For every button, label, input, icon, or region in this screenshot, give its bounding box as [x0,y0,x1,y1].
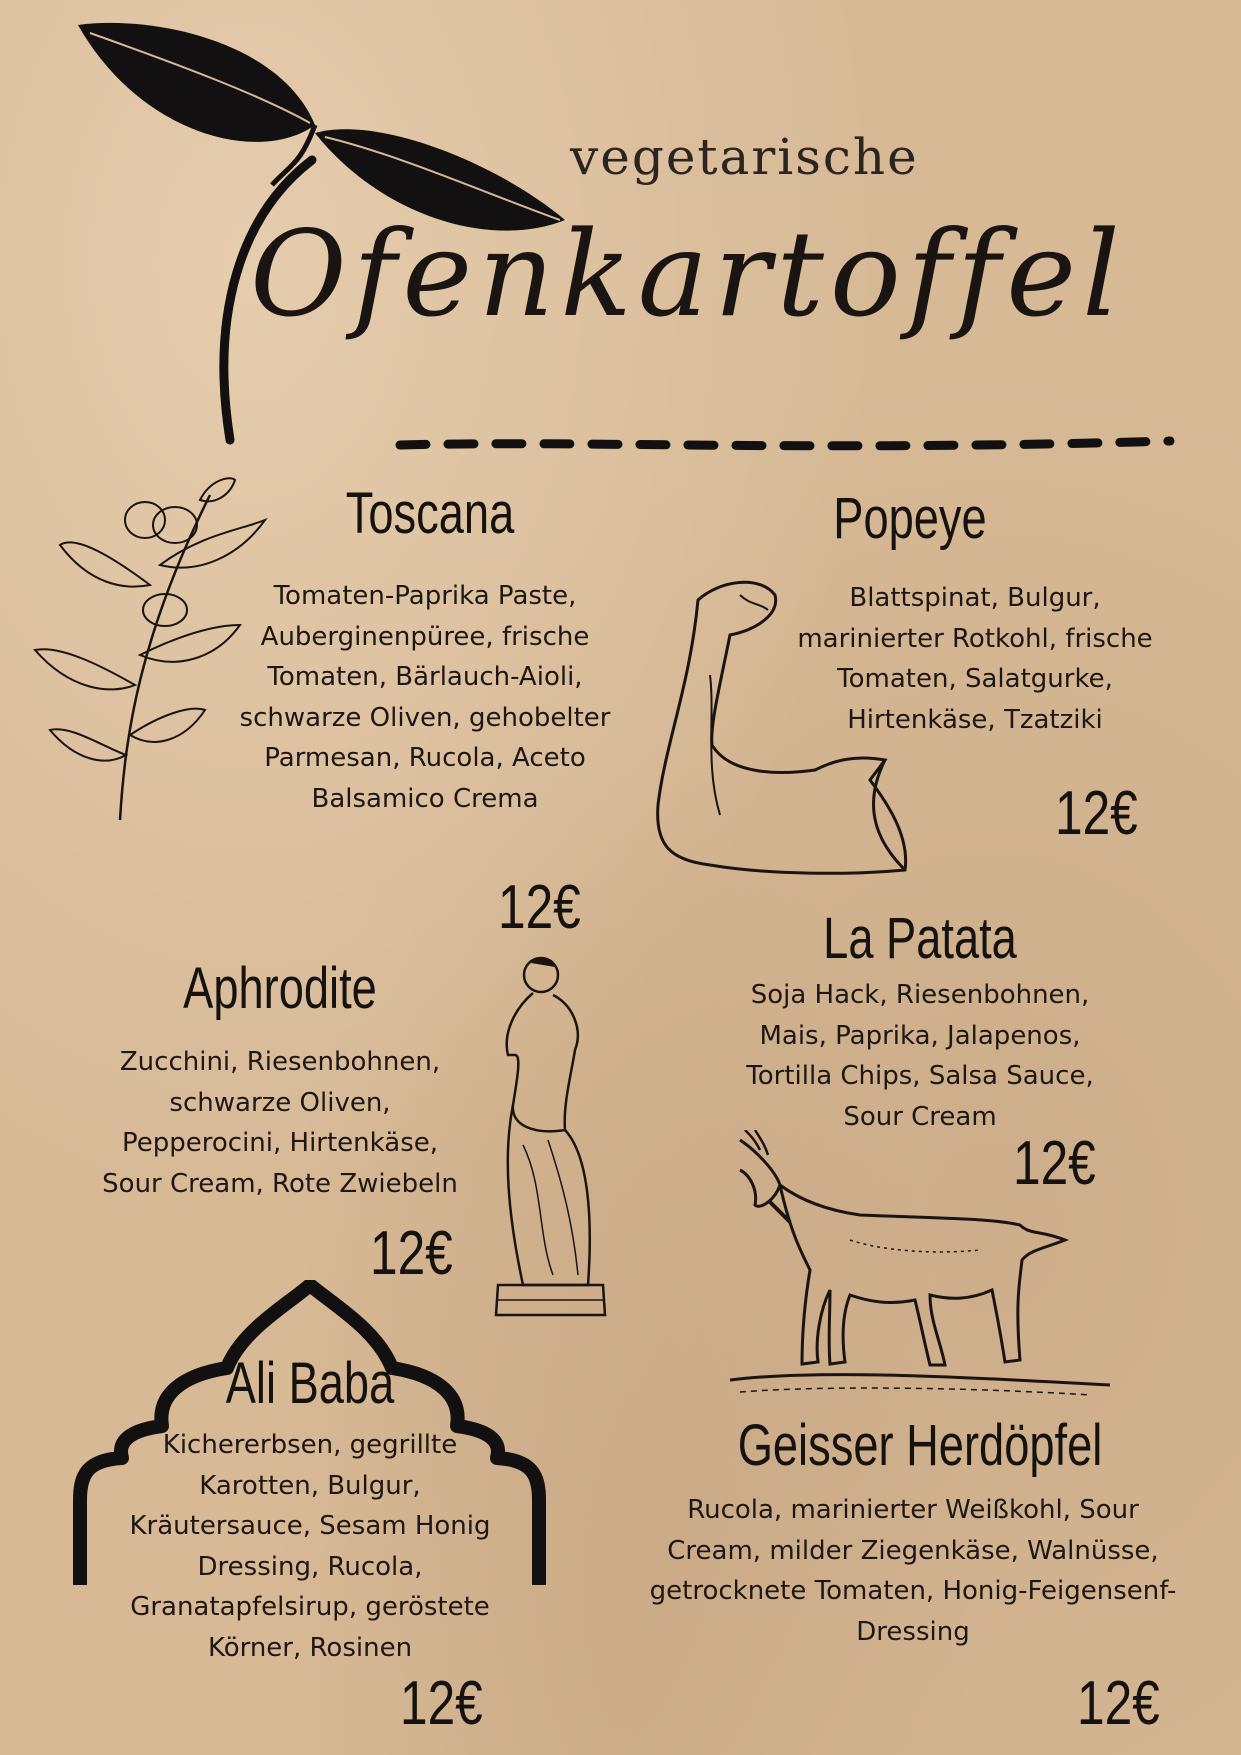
dish-price-popeye: 12€ [1055,779,1138,848]
dish-price-aphrodite: 12€ [370,1219,453,1288]
menu-subtitle: vegetarische [570,128,919,186]
dish-name-popeye: Popeye [833,486,987,551]
dish-name-ali-baba: Ali Baba [225,1351,395,1416]
venus-statue-icon [493,955,613,1335]
dish-price-ali-baba: 12€ [400,1669,483,1738]
dish-description-la-patata: Soja Hack, Riesenbohnen, Mais, Paprika, Jalapenos, Tortilla Chips, Salsa Sauce, Sour Cream [746,980,1094,1132]
dish-price-la-patata: 12€ [1013,1129,1096,1198]
dish-price-geisser-herdoepfel: 12€ [1077,1669,1160,1738]
dish-description-toscana: Tomaten-Paprika Paste, Auberginenpüree, frische Tomaten, Bärlauch-Aioli, schwarze Oliven, gehobelter Parmesan, Rucola, Aceto Balsamico Crema [239,581,611,814]
dish-price-toscana: 12€ [498,873,581,942]
dish-description-popeye: Blattspinat, Bulgur, marinierter Rotkohl, frische Tomaten, Salatgurke, Hirtenkäse, Tzatziki [797,583,1153,735]
dish-name-aphrodite: Aphrodite [183,956,377,1021]
dish-description-ali-baba: Kichererbsen, gegrillte Karotten, Bulgur, Kräutersauce, Sesam Honig Dressing, Rucola, Granatapfelsirup, geröstete Körner, Rosinen [129,1430,491,1663]
dashed-divider [395,430,1175,460]
menu-title: Ofenkartoffel [250,205,1126,343]
dish-description-geisser-herdoepfel: Rucola, marinierter Weißkohl, Sour Cream, milder Ziegenkäse, Walnüsse, getrocknete Tomaten, Honig-Feigensenf- Dressing [649,1495,1177,1647]
dish-name-geisser-herdoepfel: Geisser Herdöpfel [737,1413,1103,1478]
dish-name-la-patata: La Patata [823,906,1017,971]
dish-name-toscana: Toscana [345,481,515,546]
dish-description-aphrodite: Zucchini, Riesenbohnen, schwarze Oliven, Pepperocini, Hirtenkäse, Sour Cream, Rote Zwiebeln [102,1047,458,1199]
